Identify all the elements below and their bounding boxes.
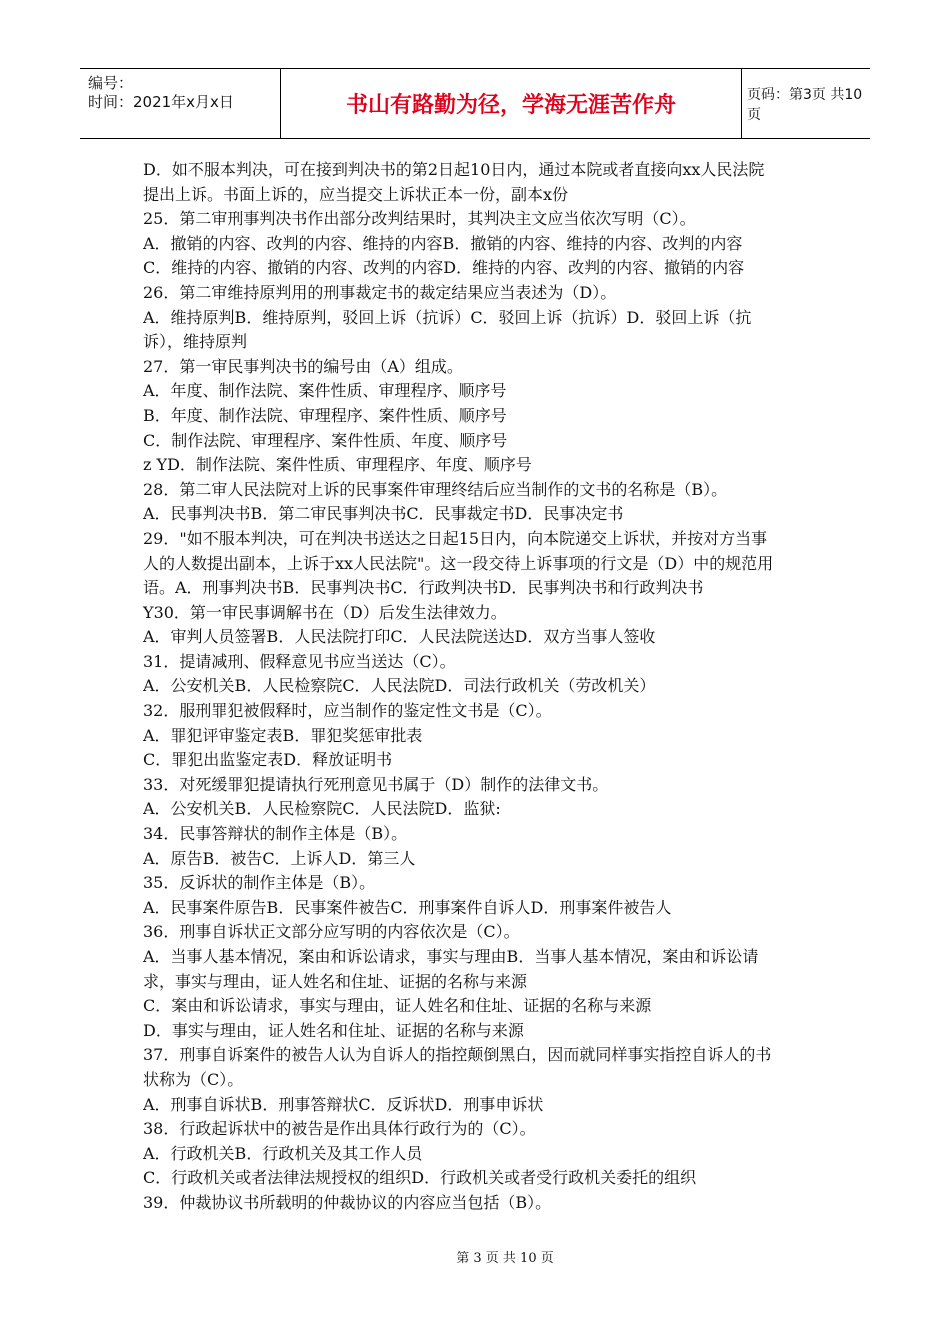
text-line: 29．"如不服本判决，可在判决书送达之日起15日内，向本院递交上诉状，并按对方当事 xyxy=(143,528,768,548)
text-line: C．制作法院、审理程序、案件性质、年度、顺序号 xyxy=(143,430,508,450)
text-line: 32．服刑罪犯被假释时，应当制作的鉴定性文书是（C）。 xyxy=(143,701,552,721)
text-line: C．案由和诉讼请求，事实与理由，证人姓名和住址、证据的名称与来源 xyxy=(143,996,652,1016)
text-line: 诉），维持原判 xyxy=(143,332,248,352)
text-line: 状称为（C）。 xyxy=(143,1069,244,1089)
text-line: A．年度、制作法院、案件性质、审理程序、顺序号 xyxy=(143,381,507,401)
time-label: 时间：2021年x月x日 xyxy=(88,93,234,111)
footer-page-number: 第 3 页 共 10 页 xyxy=(456,1251,554,1266)
text-line: A．民事判决书B．第二审民事判决书C．民事裁定书D．民事决定书 xyxy=(143,504,624,524)
text-line: 34．民事答辩状的制作主体是（B）。 xyxy=(143,824,408,844)
text-line: A．公安机关B．人民检察院C．人民法院D．司法行政机关（劳改机关） xyxy=(143,676,656,696)
text-line: Y30．第一审民事调解书在（D）后发生法律效力。 xyxy=(143,602,507,622)
text-line: A．原告B．被告C．上诉人D．第三人 xyxy=(143,848,416,868)
text-line: A．刑事自诉状B．刑事答辩状C．反诉状D．刑事申诉状 xyxy=(143,1094,544,1114)
header-motto xyxy=(280,69,742,138)
text-line: A．罪犯评审鉴定表B．罪犯奖惩审批表 xyxy=(143,725,423,745)
text-line: A．审判人员签署B．人民法院打印C．人民法院送达D．双方当事人签收 xyxy=(143,627,656,647)
page-footer xyxy=(0,1247,950,1266)
text-line: A．撤销的内容、改判的内容、维持的内容B．撤销的内容、维持的内容、改判的内容 xyxy=(143,233,743,253)
page-header xyxy=(80,68,870,139)
text-line: 31．提请减刑、假释意见书应当送达（C）。 xyxy=(143,651,456,671)
text-line: C．维持的内容、撤销的内容、改判的内容D．维持的内容、改判的内容、撤销的内容 xyxy=(143,258,745,278)
number-label: 编号： xyxy=(88,74,134,92)
text-line: 26．第二审维持原判用的刑事裁定书的裁定结果应当表述为（D）。 xyxy=(143,282,617,302)
motto-text: 书山有路勤为径，学海无涯苦作舟 xyxy=(345,93,676,118)
text-line: 37．刑事自诉案件的被告人认为自诉人的指控颠倒黑白，因而就同样事实指控自诉人的书 xyxy=(143,1045,772,1065)
text-line: 25．第二审刑事判决书作出部分改判结果时，其判决主文应当依次写明（C）。 xyxy=(143,209,696,229)
text-line: 35．反诉状的制作主体是（B）。 xyxy=(143,873,376,893)
text-line: z YD．制作法院、案件性质、审理程序、年度、顺序号 xyxy=(143,455,532,475)
text-line: 27．第一审民事判决书的编号由（A）组成。 xyxy=(143,356,463,376)
text-line: 36．刑事自诉状正文部分应写明的内容依次是（C）。 xyxy=(143,922,520,942)
text-line: D．事实与理由，证人姓名和住址、证据的名称与来源 xyxy=(143,1020,524,1040)
text-line: A．公安机关B．人民检察院C．人民法院D．监狱: xyxy=(143,799,501,819)
document-body xyxy=(143,158,813,1216)
text-line: A．民事案件原告B．民事案件被告C．刑事案件自诉人D．刑事案件被告人 xyxy=(143,897,672,917)
text-line: A．当事人基本情况，案由和诉讼请求，事实与理由B．当事人基本情况，案由和诉讼请 xyxy=(143,947,759,966)
text-line: 求，事实与理由，证人姓名和住址、证据的名称与来源 xyxy=(143,971,528,991)
text-line: D．如不服本判决，可在接到判决书的第2日起10日内，通过本院或者直接向xx人民法院 xyxy=(143,160,765,179)
text-line: C．行政机关或者法律法规授权的组织D．行政机关或者受行政机关委托的组织 xyxy=(143,1168,697,1188)
text-line: A．维持原判B．维持原判，驳回上诉（抗诉）C．驳回上诉（抗诉）D．驳回上诉（抗 xyxy=(143,307,752,327)
text-line: 提出上诉。书面上诉的，应当提交上诉状正本一份，副本x份 xyxy=(143,184,569,204)
text-line: 人的人数提出副本，上诉于xx人民法院"。这一段交待上诉事项的行文是（D）中的规范用 xyxy=(143,553,774,573)
text-line: 38．行政起诉状中的被告是作出具体行政行为的（C）。 xyxy=(143,1119,536,1139)
text-line: B．年度、制作法院、审理程序、案件性质、顺序号 xyxy=(143,405,507,425)
text-line: 28．第二审人民法院对上诉的民事案件审理终结后应当制作的文书的名称是（B）。 xyxy=(143,479,728,499)
header-info xyxy=(80,69,280,138)
text-line: 39．仲裁协议书所载明的仲裁协议的内容应当包括（B）。 xyxy=(143,1192,552,1212)
text-line: 语。A．刑事判决书B．民事判决书C．行政判决书D．民事判决书和行政判决书 xyxy=(143,578,704,598)
header-page-label: 页码：第3页 共10页 xyxy=(747,86,863,123)
text-line: A．行政机关B．行政机关及其工作人员 xyxy=(143,1143,423,1163)
text-line: 33．对死缓罪犯提请执行死刑意见书属于（D）制作的法律文书。 xyxy=(143,774,609,794)
text-line: C．罪犯出监鉴定表D．释放证明书 xyxy=(143,750,393,770)
